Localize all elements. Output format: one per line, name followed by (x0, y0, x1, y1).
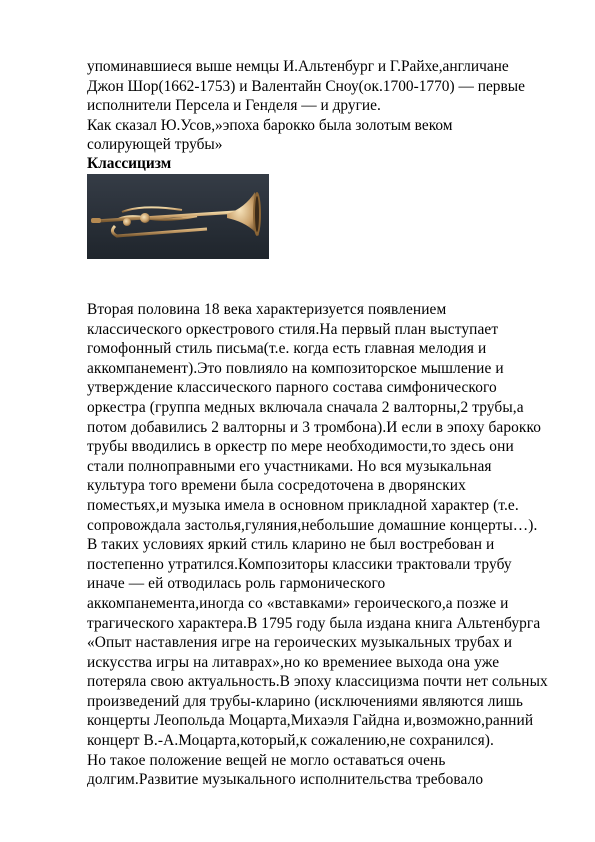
text-line: произведений для трубы-кларино (исключениями являются лишь (87, 692, 523, 710)
text-line: классического оркестрового стиля.На первый план выступает (87, 320, 499, 338)
body-paragraph (87, 300, 548, 790)
text-line: гомофонный стиль письма(т.е. когда есть главная мелодия и (87, 340, 487, 358)
text-line: иначе — ей отводилась роль гармонического (87, 575, 386, 593)
text-line: В таких условиях яркий стиль кларино не был востребован и (87, 536, 495, 554)
text-line: оркестра (группа медных включала сначала 2 валторны,2 трубы,а (87, 398, 524, 416)
text-line: аккомпанемент).Это повлияло на композиторское мышление и (87, 359, 504, 377)
text-line: долгим.Развитие музыкального исполнительства требовало (87, 771, 484, 789)
text-line: сопровождала застолья,гуляния,небольшие домашние концерты…). (87, 516, 538, 534)
text-line: солирующей трубы» (87, 136, 223, 154)
text-line: Как сказал Ю.Усов,»эпоха барокко была золотым веком (87, 116, 453, 134)
text-line: поместьях,и музыка имела в основном прикладной характер (т.е. (87, 496, 519, 514)
section-heading: Классицизм (87, 155, 172, 172)
text-line: Джон Шор(1662-1753) и Валентайн Сноу(ок.1700-1770) — первые (87, 77, 525, 95)
text-line: исполнители Персела и Генделя — и другие. (87, 97, 381, 115)
text-line: стали полноправными его участниками. Но вся музыкальная (87, 457, 492, 475)
text-line: концерты Леопольда Моцарта,Михаэля Гайдна и,возможно,ранний (87, 712, 534, 730)
text-line: упоминавшиеся выше немцы И.Альтенбург и Г.Райхе,англичане (87, 58, 509, 75)
text-line: концерт В.-А.Моцарта,который,к сожалению,не сохранился). (87, 732, 494, 750)
intro-paragraph (87, 57, 525, 155)
text-line: потеряла свою актуальность.В эпоху классицизма почти нет сольных (87, 673, 548, 691)
trumpet-image (87, 174, 269, 259)
text-line: аккомпанемента,иногда со «вставками» героического,а позже и (87, 594, 509, 612)
text-line: искусства игры на литаврах»,но ко времениее выхода она уже (87, 653, 500, 671)
text-line: Вторая половина 18 века характеризуется появлением (87, 301, 447, 318)
text-line: культура того времени была сосредоточена в дворянских (87, 477, 466, 495)
text-line: постепенно утратился.Композиторы классики трактовали трубу (87, 555, 512, 573)
text-line: трубы вводились в оркестр по мере необходимости,то здесь они (87, 438, 514, 456)
text-line: трагического характера.В 1795 году была издана книга Альтенбурга (87, 614, 541, 632)
text-line: утверждение классического парного состава симфонического (87, 379, 497, 397)
text-line: потом добавились 2 валторны и 3 тромбона).И если в эпоху барокко (87, 418, 542, 436)
text-line: «Опыт наставления игре на героических музыкальных трубах и (87, 634, 513, 652)
natural-trumpet-photo (87, 174, 269, 259)
text-line: Но такое положение вещей не могло оставаться очень (87, 751, 446, 769)
